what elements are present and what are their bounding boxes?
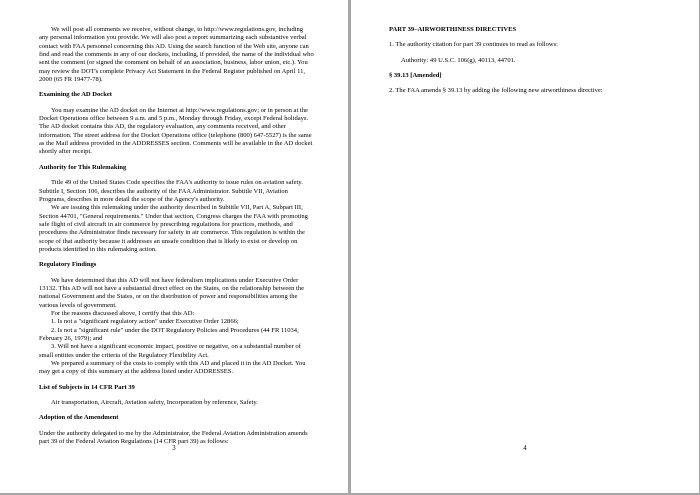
paragraph-authority-statute: Authority: 49 U.S.C. 106(g), 40113, 44701. <box>401 56 516 64</box>
paragraph-regulatory-5: 3. Will not have a significant economic impact, positive or negative, on a substantial number of small entities under the criteria of the Regulatory Flexibility Act. <box>39 343 301 359</box>
paragraph-subjects: Air transportation, Aircraft, Aviation safety, Incorporation by reference, Safety. <box>51 399 258 407</box>
page-3 <box>0 0 348 493</box>
paragraph-regulatory-3: 1. Is not a "significant regulatory action" under Executive Order 12866; <box>51 318 239 326</box>
paragraph-authority-2: We are issuing this rulemaking under the authority described in Subtitle VII, Part A, Subpart III, Section 44701, "General requirements." Under that section, Congress charges the FAA with promoting safe flight of civil aircraft in air commerce by prescribing regulations for practices, methods, and procedures the Administrator finds necessary for safety in air commerce. This regulation is within the scope of that authority because it addresses an unsafe condition that is likely to exist or develop on products identified in this rulemaking action. <box>39 204 308 253</box>
paragraph-regulatory-6: We prepared a summary of the costs to comply with this AD and placed it in the AD Docket. You may get a copy of this summary at the address listed under ADDRESSES. <box>39 360 306 376</box>
paragraph-comments: We will post all comments we receive, without change, to http://www.regulations.gov, including any personal information you provide. We will also post a report summarizing each substantive verbal contact with FAA personnel concerning this AD. Using the search function of the Web site, anyone can find and read the comments in any of our dockets, including, if provided, the name of the individual who sent the comment (or signed the comment on behalf of an association, business, labor union, etc.). You may review the DOT's complete Privacy Act Statement in the Federal Register published on April 11, 2000 (65 FR 19477-78). <box>39 26 314 84</box>
paragraph-regulatory-4: 2. Is not a "significant rule" under the DOT Regulatory Policies and Procedures (44 FR 11034, February 26, 1979); and <box>39 326 299 342</box>
heading-list-of-subjects: List of Subjects in 14 CFR Part 39 <box>39 383 135 391</box>
page-4 <box>351 0 699 493</box>
heading-adoption: Adoption of the Amendment <box>39 414 119 422</box>
paragraph-adoption: Under the authority delegated to me by the Administrator, the Federal Aviation Administration amends part 39 of the Federal Aviation Regulations (14 CFR part 39) as follows: <box>39 429 308 446</box>
paragraph-regulatory-2: For the reasons discussed above, I certify that this AD: <box>51 309 195 317</box>
paragraph-authority-1: Title 49 of the United States Code specifies the FAA's authority to issue rules on aviation safety. Subtitle I, Section 106, describes the authority of the FAA Administrator. Subtitle VII, Aviation Programs, describes in more detail the scope of the Agency's authority. <box>39 179 303 203</box>
heading-authority: Authority for This Rulemaking <box>39 163 127 171</box>
paragraph-authority-citation: 1. The authority citation for part 39 continues to read as follows: <box>389 41 558 49</box>
page-number: 3 <box>172 444 176 452</box>
heading-part-39: PART 39–AIRWORTHINESS DIRECTIVES <box>389 26 517 33</box>
paragraph-amendment: 2. The FAA amends § 39.13 by adding the following new airworthiness directive: <box>389 87 603 95</box>
heading-section-39-13: § 39.13 [Amended] <box>389 72 442 80</box>
paragraph-regulatory-1: We have determined that this AD will not have federalism implications under Executive Order 13132. This AD will not have a substantial direct effect on the States, on the relationship between the national Government and the States, or on the distribution of power and responsibilities among the various levels of government. <box>39 276 305 309</box>
page-number: 4 <box>523 444 527 452</box>
paragraph-docket: You may examine the AD docket on the Internet at http://www.regulations.gov; or in person at the Docket Operations office between 9 a.m. and 5 p.m., Monday through Friday, except Federal holidays. The AD docket contains this AD, the regulatory evaluation, any comments received, and other information. The street address for the Docket Operations office (telephone (800) 647-5527) is the same as the Mail address provided in the ADDRESSES section. Comments will be available in the AD docket shortly after receipt. <box>39 106 313 156</box>
heading-regulatory-findings: Regulatory Findings <box>39 261 97 269</box>
heading-examining-docket: Examining the AD Docket <box>39 91 112 99</box>
